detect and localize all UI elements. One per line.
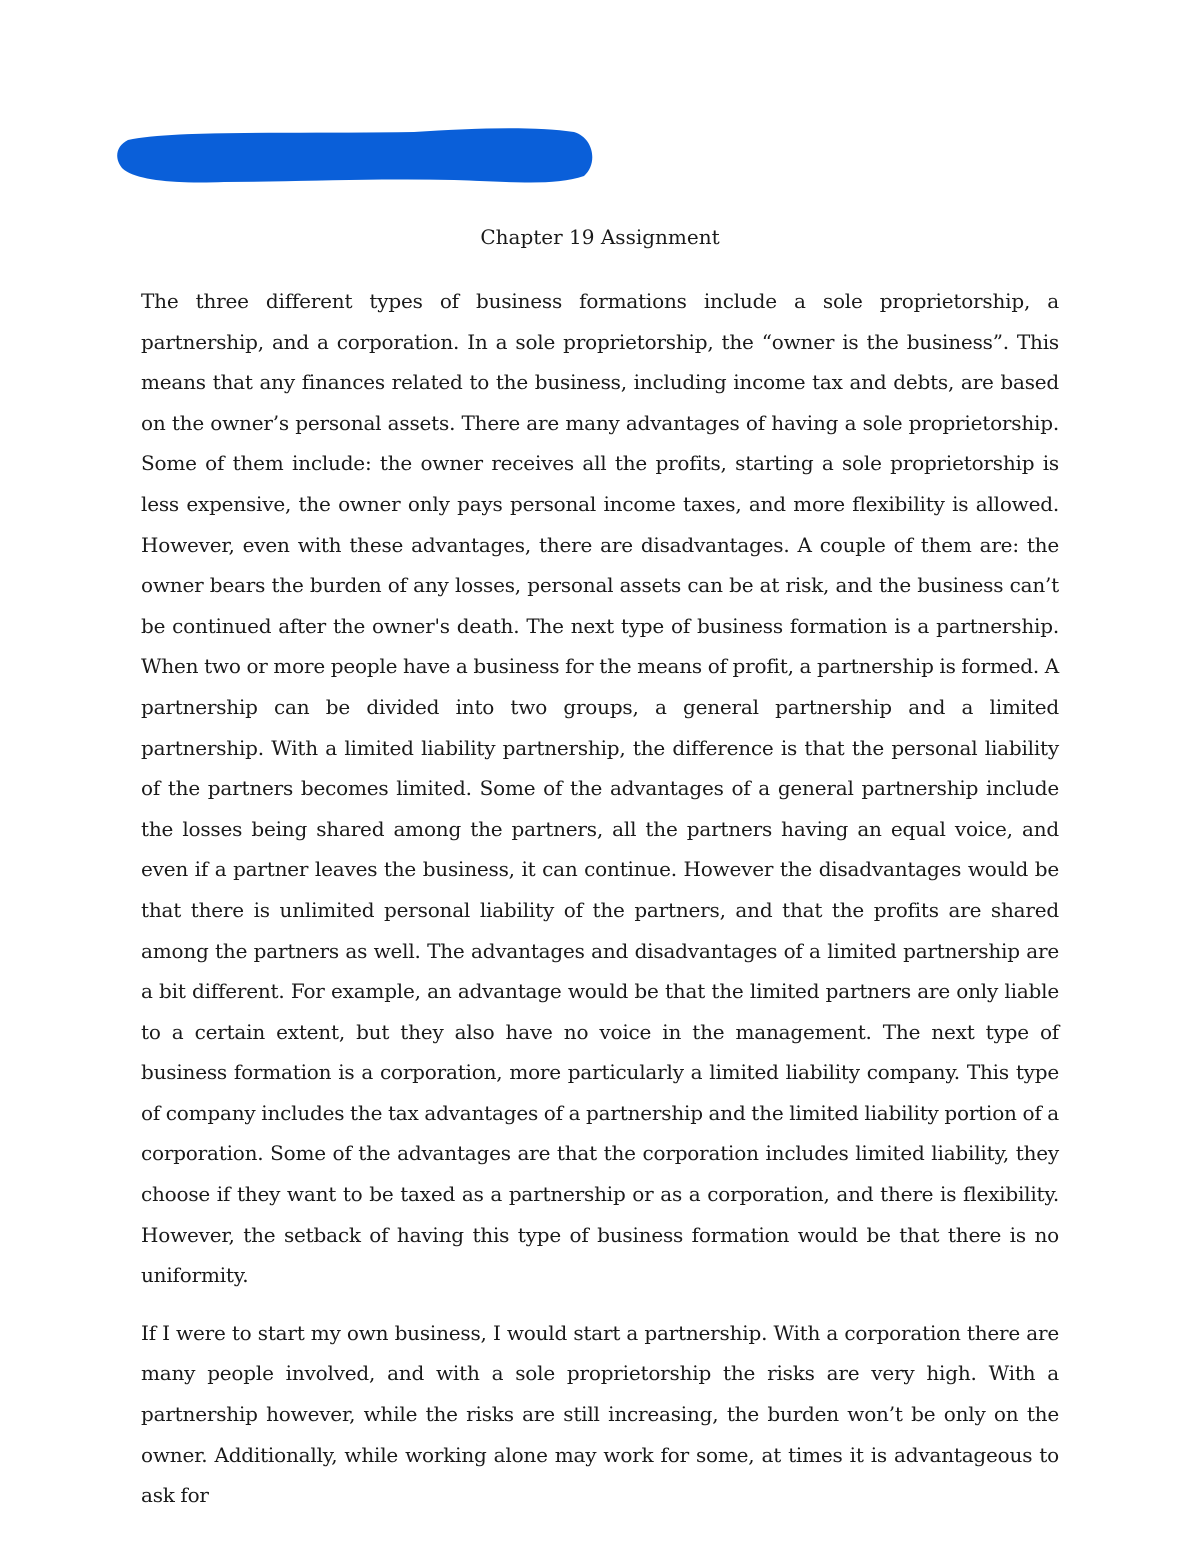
redaction-mark xyxy=(114,124,598,188)
body-paragraph: The three different types of business formations include a sole proprietorship, a partnership, and a corporation. In a sole proprietorship, the “owner is the business”. This means that any finances related to the business, including income tax and debts, are based on the owner’s personal assets. There are many advantages of having a sole proprietorship. Some of them include: the owner receives all the profits, starting a sole proprietorship is less expensive, the owner only pays personal income taxes, and more flexibility is allowed. However, even with these advantages, there are disadvantages. A couple of them are: the owner bears the burden of any losses, personal assets can be at risk, and the business can’t be continued after the owner's death. The next type of business formation is a partnership. When two or more people have a business for the means of profit, a partnership is formed. A partnership can be divided into two groups, a general partnership and a limited partnership. With a limited liability partnership, the difference is that the personal liability of the partners becomes limited. Some of the advantages of a general partnership include the losses being shared among the partners, all the partners having an equal voice, and even if a partner leaves the business, it can continue. However the disadvantages would be that there is unlimited personal liability of the partners, and that the profits are shared among the partners as well. The advantages and disadvantages of a limited partnership are a bit different. For example, an advantage would be that the limited partners are only liable to a certain extent, but they also have no voice in the management. The next type of business formation is a corporation, more particularly a limited liability company. This type of company includes the tax advantages of a partnership and the limited liability portion of a corporation. Some of the advantages are that the corporation includes limited liability, they choose if they want to be taxed as a partnership or as a corporation, and there is flexibility. However, the setback of having this type of business formation would be that there is no uniformity. xyxy=(141,289,1059,1288)
body-paragraph: If I were to start my own business, I would start a partnership. With a corporation there are many people involved, and with a sole proprietorship the risks are very high. With a partnership however, while the risks are still increasing, the burden won’t be only on the owner. Additionally, while working alone may work for some, at times it is advantageous to ask for xyxy=(141,1320,1059,1508)
document-body xyxy=(141,281,1059,1516)
document-title: Chapter 19 Assignment xyxy=(480,225,720,249)
redaction-stroke xyxy=(117,128,592,182)
